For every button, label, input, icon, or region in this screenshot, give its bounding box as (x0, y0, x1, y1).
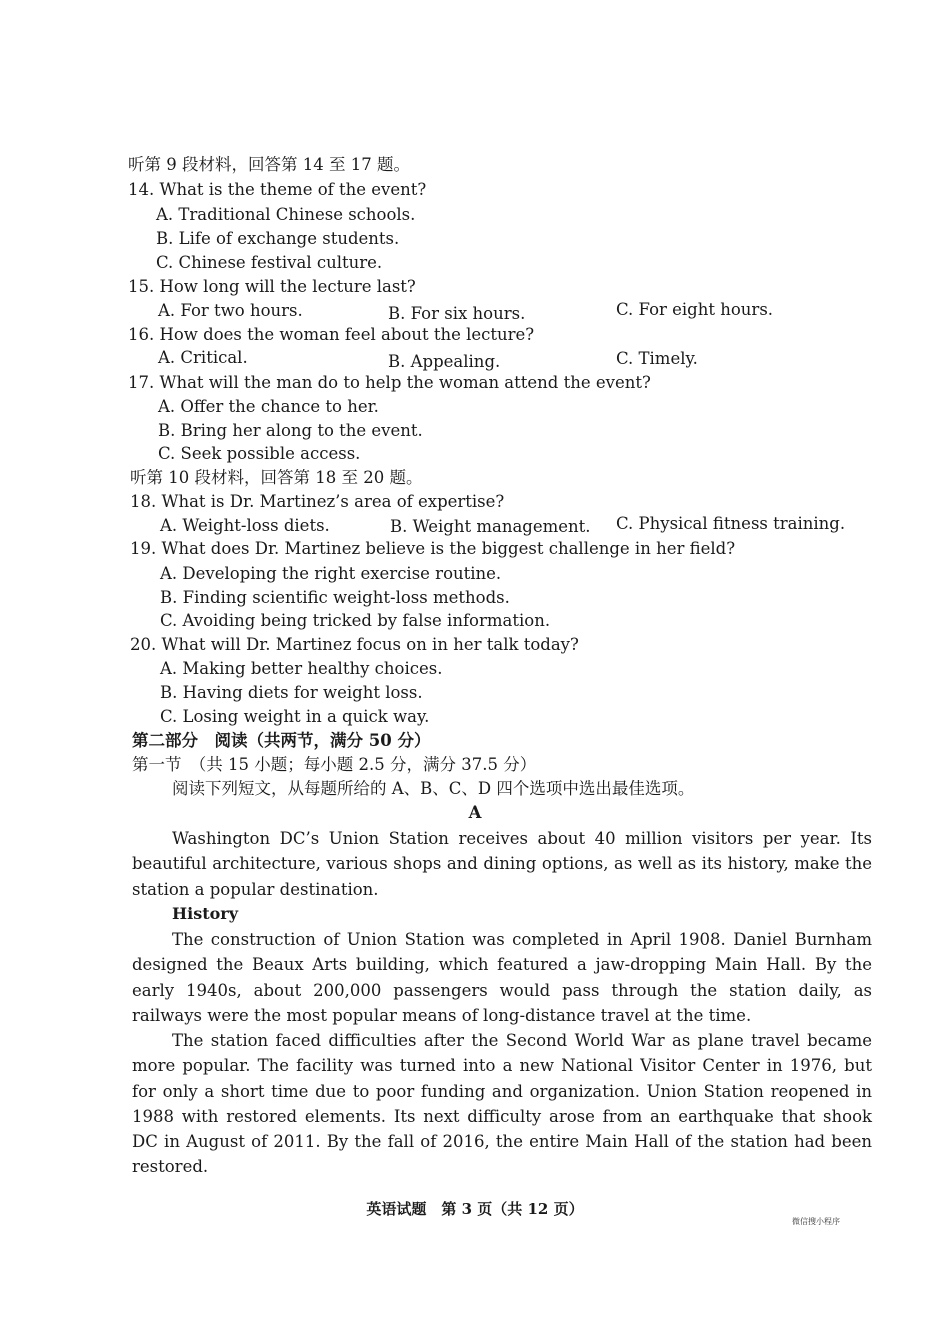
section-1-title: 第一节 （共 15 小题；每小题 2.5 分，满分 37.5 分） (132, 755, 537, 774)
question-18: 18. What is Dr. Martinez’s area of expertise? (130, 492, 505, 511)
passage-label: A (468, 803, 482, 822)
passage-paragraph-1 (132, 826, 872, 902)
part-2-title: 第二部分 阅读（共两节，满分 50 分） (132, 731, 431, 750)
section-9-intro: 听第 9 段材料，回答第 14 至 17 题。 (128, 155, 410, 174)
question-15: 15. How long will the lecture last? (128, 277, 416, 296)
q18-option-a: A. Weight-loss diets. (160, 516, 330, 535)
question-14: 14. What is the theme of the event? (128, 180, 427, 199)
q14-option-a: A. Traditional Chinese schools. (156, 205, 416, 224)
q18-option-b: B. Weight management. (390, 517, 591, 536)
passage-heading-history: History (172, 904, 238, 923)
q18-option-c: C. Physical fitness training. (616, 514, 846, 533)
q17-option-a: A. Offer the chance to her. (158, 397, 379, 416)
q20-option-c: C. Losing weight in a quick way. (160, 707, 430, 726)
q19-option-c: C. Avoiding being tricked by false information. (160, 611, 551, 630)
section-10-intro: 听第 10 段材料，回答第 18 至 20 题。 (130, 468, 423, 487)
q20-option-b: B. Having diets for weight loss. (160, 683, 423, 702)
question-20: 20. What will Dr. Martinez focus on in her talk today? (130, 635, 579, 654)
q14-option-c: C. Chinese festival culture. (156, 253, 383, 272)
q15-option-a: A. For two hours. (158, 301, 303, 320)
page-footer: 英语试题 第 3 页（共 12 页） (366, 1200, 584, 1218)
question-17: 17. What will the man do to help the woman attend the event? (128, 373, 651, 392)
q16-option-b: B. Appealing. (388, 352, 501, 371)
q20-option-a: A. Making better healthy choices. (160, 659, 443, 678)
q14-option-b: B. Life of exchange students. (156, 229, 400, 248)
reading-instruction: 阅读下列短文，从每题所给的 A、B、C、D 四个选项中选出最佳选项。 (172, 779, 695, 798)
passage-paragraph-2 (132, 927, 872, 1028)
q17-option-b: B. Bring her along to the event. (158, 421, 423, 440)
paragraph-3-text: The station faced difficulties after the Second World War as plane travel became more popular. The facility was turned into a new National Visitor Center in 1976, but for only a short time due to poor funding and organization. Union Station reopened in 1988 with restored elements. Its next difficulty arose from an earthquake that shook DC in August of 2011. By the fall of 2016, the entire Main Hall of the station had been restored. (132, 1031, 872, 1177)
q16-option-a: A. Critical. (158, 348, 248, 367)
q15-option-c: C. For eight hours. (616, 300, 774, 319)
paragraph-2-text: The construction of Union Station was completed in April 1908. Daniel Burnham designed the Beaux Arts building, which featured a jaw-dropping Main Hall. By the early 1940s, about 200,000 passengers would pass through the station daily, as railways were the most popular means of long-distance travel at the time. (132, 930, 872, 1025)
passage-paragraph-3 (132, 1028, 872, 1180)
corner-stamp: 微信搜小程序 (792, 1217, 840, 1226)
question-19: 19. What does Dr. Martinez believe is the biggest challenge in her field? (130, 539, 736, 558)
q15-option-b: B. For six hours. (388, 304, 526, 323)
q17-option-c: C. Seek possible access. (158, 444, 361, 463)
question-16: 16. How does the woman feel about the lecture? (128, 325, 535, 344)
q19-option-b: B. Finding scientific weight-loss methods. (160, 588, 510, 607)
q16-option-c: C. Timely. (616, 349, 698, 368)
paragraph-1-text: Washington DC’s Union Station receives about 40 million visitors per year. Its beautiful architecture, various shops and dining options, as well as its history, make the station a popular destination. (132, 829, 872, 899)
q19-option-a: A. Developing the right exercise routine. (160, 564, 502, 583)
